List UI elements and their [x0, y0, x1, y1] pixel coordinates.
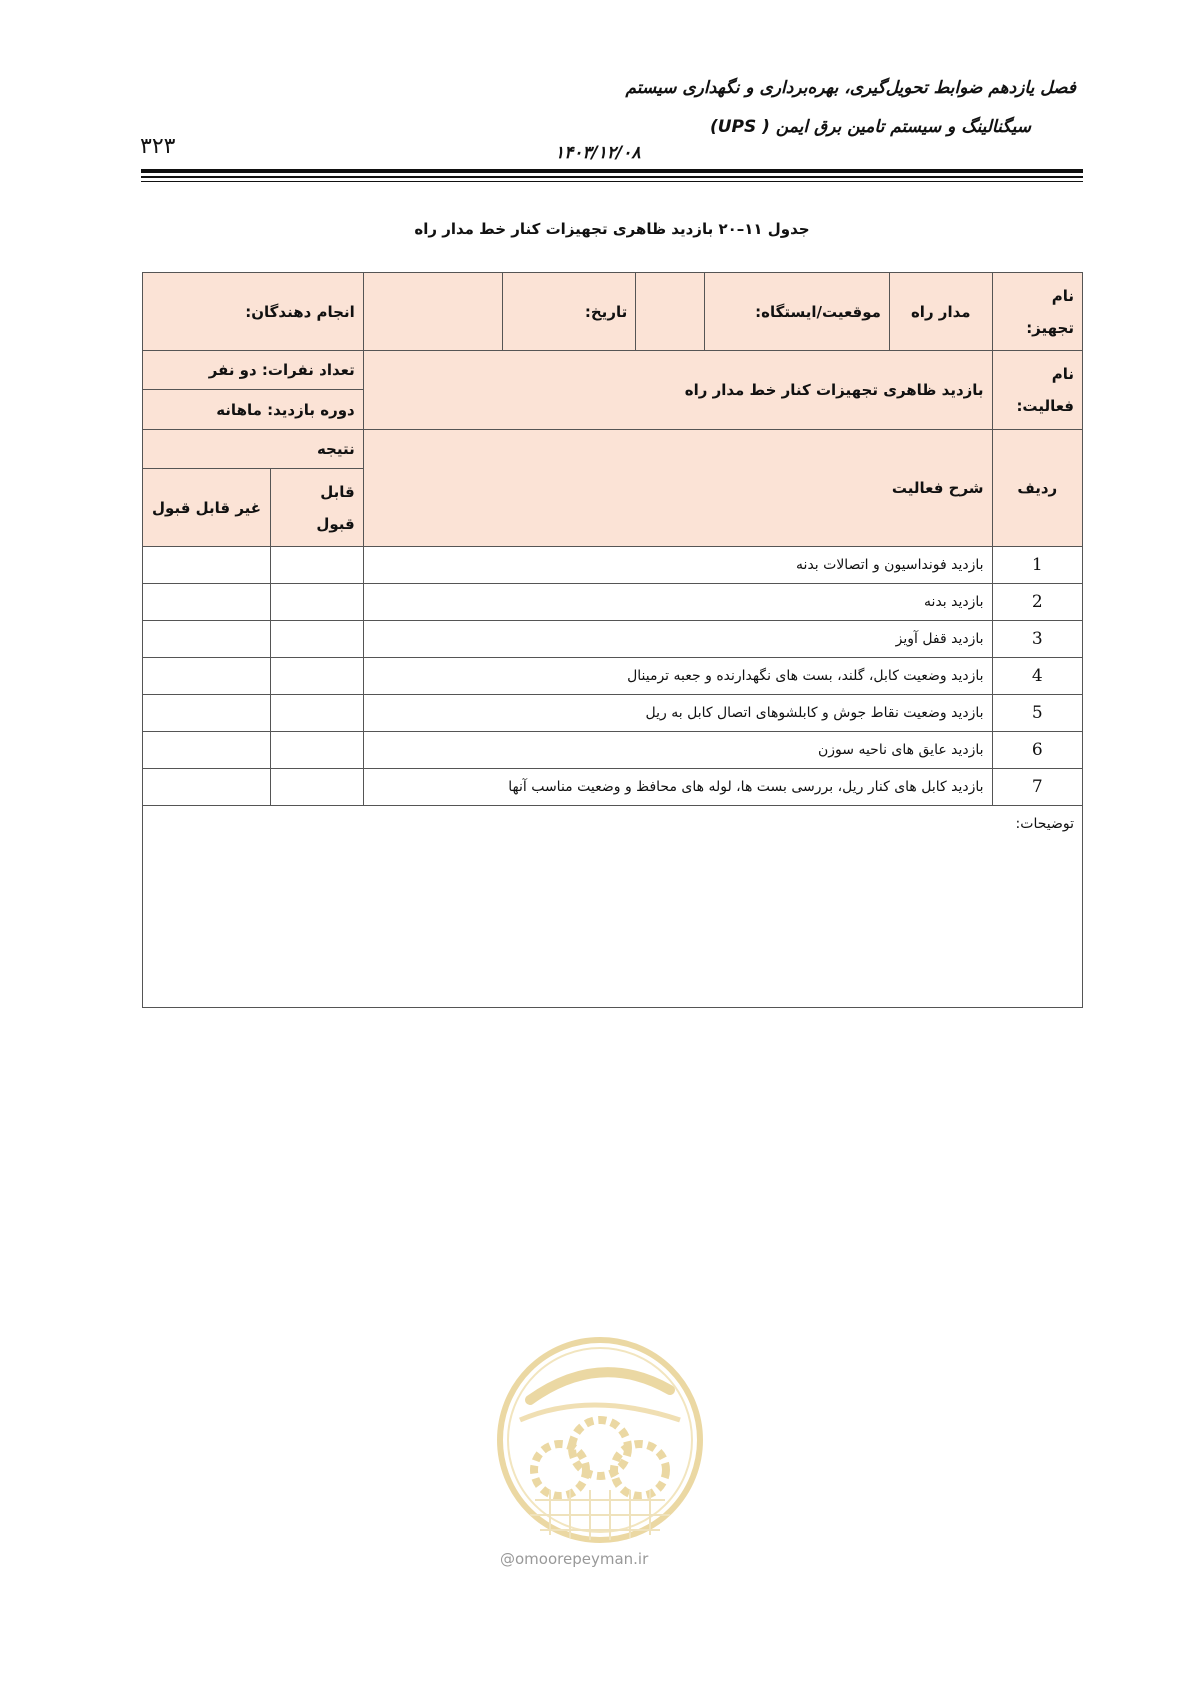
- not-acceptable-cell[interactable]: [143, 621, 271, 658]
- activity-label: نام فعالیت:: [992, 351, 1082, 430]
- row-number: 6: [992, 732, 1082, 769]
- acceptable-cell[interactable]: [271, 584, 364, 621]
- page-number: ۳۲۳: [140, 134, 176, 159]
- date-label: تاریخ:: [502, 273, 635, 351]
- inspection-form-table: [142, 272, 1083, 1008]
- performers-label: انجام دهندگان:: [143, 273, 364, 351]
- row-number: 5: [992, 695, 1082, 732]
- header-info-row: [143, 273, 1083, 351]
- row-activity: بازدید کابل های کنار ریل، بررسی بست ها، لوله های محافظ و وضعیت مناسب آنها: [363, 769, 992, 806]
- table-row: [143, 769, 1083, 806]
- row-header: ردیف: [992, 430, 1082, 547]
- row-activity: بازدید وضعیت نقاط جوش و کابلشوهای اتصال کابل به ریل: [363, 695, 992, 732]
- staff-count: تعداد نفرات: دو نفر: [143, 351, 364, 390]
- acceptable-cell[interactable]: [271, 547, 364, 584]
- visit-period: دوره بازدید: ماهانه: [143, 390, 364, 430]
- acceptable-cell[interactable]: [271, 695, 364, 732]
- activity-value: بازدید ظاهری تجهیزات کنار خط مدار راه: [363, 351, 992, 430]
- notes-cell[interactable]: [143, 806, 1083, 1008]
- row-number: 2: [992, 584, 1082, 621]
- result-header: نتیجه: [143, 430, 364, 469]
- not-acceptable-cell[interactable]: [143, 658, 271, 695]
- location-value[interactable]: [636, 273, 704, 351]
- equipment-value: مدار راه: [889, 273, 992, 351]
- not-acceptable-header: غیر قابل قبول: [143, 469, 271, 547]
- table-row: [143, 695, 1083, 732]
- header-rule: [141, 169, 1083, 173]
- chapter-title: فصل یازدهم ضوابط تحویل‌گیری، بهره‌برداری و نگهداری سیستم: [625, 78, 1076, 98]
- acceptable-cell[interactable]: [271, 769, 364, 806]
- row-number: 1: [992, 547, 1082, 584]
- not-acceptable-cell[interactable]: [143, 547, 271, 584]
- row-activity: بازدید وضعیت کابل، گلند، بست های نگهدارنده و جعبه ترمینال: [363, 658, 992, 695]
- row-activity: بازدید عایق های ناحیه سوزن: [363, 732, 992, 769]
- table-caption: جدول ۱۱–۲۰ بازدید ظاهری تجهیزات کنار خط مدار راه: [414, 220, 810, 238]
- table-row: [143, 732, 1083, 769]
- acceptable-cell[interactable]: [271, 621, 364, 658]
- row-number: 7: [992, 769, 1082, 806]
- row-number: 3: [992, 621, 1082, 658]
- chapter-subtitle: سیگنالینگ و سیستم تامین برق ایمن ( UPS): [709, 117, 1031, 137]
- row-activity: بازدید بدنه: [363, 584, 992, 621]
- desc-header: شرح فعالیت: [363, 430, 992, 547]
- not-acceptable-cell[interactable]: [143, 584, 271, 621]
- table-row: [143, 621, 1083, 658]
- header-date: ۱۴۰۳/۱۲/۰۸: [555, 143, 641, 163]
- not-acceptable-cell[interactable]: [143, 769, 271, 806]
- header-rule: [141, 181, 1083, 182]
- table-row: [143, 547, 1083, 584]
- not-acceptable-cell[interactable]: [143, 732, 271, 769]
- activity-row: [143, 351, 1083, 390]
- watermark-url: @omoorepeyman.ir: [500, 1550, 649, 1568]
- date-value[interactable]: [363, 273, 502, 351]
- acceptable-cell[interactable]: [271, 732, 364, 769]
- location-label: موقعیت/ایستگاه:: [704, 273, 889, 351]
- acceptable-header: قابل قبول: [271, 469, 364, 547]
- equipment-label: نام تجهیز:: [992, 273, 1082, 351]
- table-row: [143, 584, 1083, 621]
- row-activity: بازدید قفل آویز: [363, 621, 992, 658]
- notes-row: [143, 806, 1083, 1008]
- row-number: 4: [992, 658, 1082, 695]
- watermark-logo-icon: [490, 1330, 710, 1570]
- notes-label: توضیحات:: [1015, 816, 1074, 832]
- row-activity: بازدید فونداسیون و اتصالات بدنه: [363, 547, 992, 584]
- result-header-row: [143, 430, 1083, 469]
- not-acceptable-cell[interactable]: [143, 695, 271, 732]
- header-rule: [141, 176, 1083, 178]
- acceptable-cell[interactable]: [271, 658, 364, 695]
- table-row: [143, 658, 1083, 695]
